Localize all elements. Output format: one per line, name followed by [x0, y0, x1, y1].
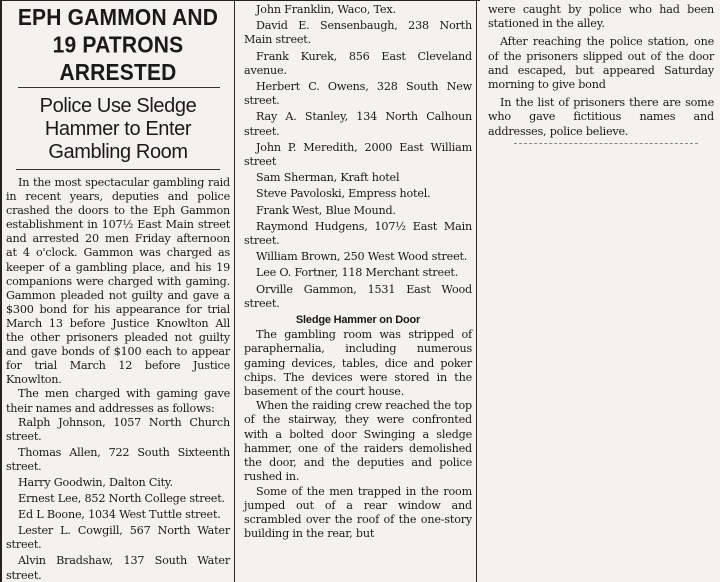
fictitious-names-paragraph: In the list of prisoners there are some who gave fictitious names and addresses, police believe.: [488, 96, 714, 138]
deck-headline: Police Use Sledge Hammer to Enter Gambling Room: [39, 95, 197, 163]
escape-paragraph: Some of the men trapped in the room jumped out of a rear window and scrambled over the roof of the one-story building in the rear, but: [244, 484, 472, 541]
name-entry: Ray A. Stanley, 134 North Calhoun street.: [244, 110, 472, 138]
column-3-body: [488, 3, 714, 139]
name-entry: Ralph Johnson, 1057 North Church street.: [6, 415, 230, 443]
name-entry: Orville Gammon, 1531 East Wood street.: [244, 282, 472, 310]
name-entry: Herbert C. Owens, 328 South New street.: [244, 80, 472, 108]
name-entry: Frank West, Blue Mound.: [256, 203, 396, 217]
name-entry: Harry Goodwin, Dalton City.: [18, 475, 173, 489]
name-entry: Raymond Hudgens, 107½ East Main street.: [244, 219, 472, 248]
column-2-body: [244, 3, 472, 541]
name-entry: David E. Sensenbaugh, 238 North Main street.: [244, 19, 472, 47]
police-station-paragraph: After reaching the police station, one of the prisoners slipped out of the door and escaped, but appeared Saturday morning to give bond: [488, 35, 714, 92]
name-entry: Ernest Lee, 852 North College street.: [18, 492, 225, 506]
name-entry: Alvin Bradshaw, 137 South Water street.: [6, 554, 230, 582]
headline-divider: [18, 87, 220, 88]
subheading-sledge-hammer: Sledge Hammer on Door: [295, 314, 421, 327]
end-mark-divider: [514, 143, 698, 144]
name-entry: Sam Sherman, Kraft hotel: [256, 171, 400, 185]
names-intro-paragraph: The men charged with gaming gave their names and addresses as follows:: [6, 387, 230, 415]
column-1-body: [6, 176, 230, 582]
column-2: [240, 0, 477, 582]
column-3: [484, 0, 718, 582]
name-entry: John Franklin, Waco, Tex.: [256, 3, 396, 16]
stairway-paragraph: When the raiding crew reached the top of the stairway, they were confronted with a bolted door Swinging a sledge hammer, one of the raiders demolished the door, and the deputies and police rushed in.: [244, 399, 472, 484]
name-entry: Ed L Boone, 1034 West Tuttle street.: [18, 508, 221, 522]
column-1: [0, 0, 235, 582]
name-entry: Thomas Allen, 722 South Sixteenth street.: [6, 445, 230, 473]
name-entry: Steve Pavoloski, Empress hotel.: [256, 187, 431, 201]
continuation-paragraph: were caught by police who had been stationed in the alley.: [488, 3, 714, 31]
deck-divider: [16, 169, 220, 170]
name-entry: Frank Kurek, 856 East Cleveland avenue.: [244, 49, 472, 77]
lead-paragraph: In the most spectacular gambling raid in recent years, deputies and police crashed the doors to the Eph Gammon establishment in 107½ East Main street and arrested 20 men Friday afternoon at 4 o'clock. Gammon was charged as keeper of a gambling place, and his 19 companions were charged with gaming. Gammon pleaded not guilty and gave a $300 bond for his appearance for trial March 13 before Justice Knowlton All the other prisoners pleaded not guilty and gave bonds of $100 each to appear for trial March 12 before Justice Knowlton.: [6, 176, 230, 387]
main-headline: EPH GAMMON AND 19 PATRONS ARRESTED: [17, 5, 219, 86]
name-entry: William Brown, 250 West Wood street.: [256, 250, 468, 264]
name-entry: Lester L. Cowgill, 567 North Water street.: [6, 524, 230, 552]
stripped-paragraph: The gambling room was stripped of paraphernalia, including numerous gaming devices, tables, dice and poker chips. The devices were stored in the basement of the court house.: [244, 328, 472, 399]
name-entry: Lee O. Fortner, 118 Merchant street.: [256, 266, 459, 280]
name-entry: John P. Meredith, 2000 East William street: [244, 140, 472, 169]
